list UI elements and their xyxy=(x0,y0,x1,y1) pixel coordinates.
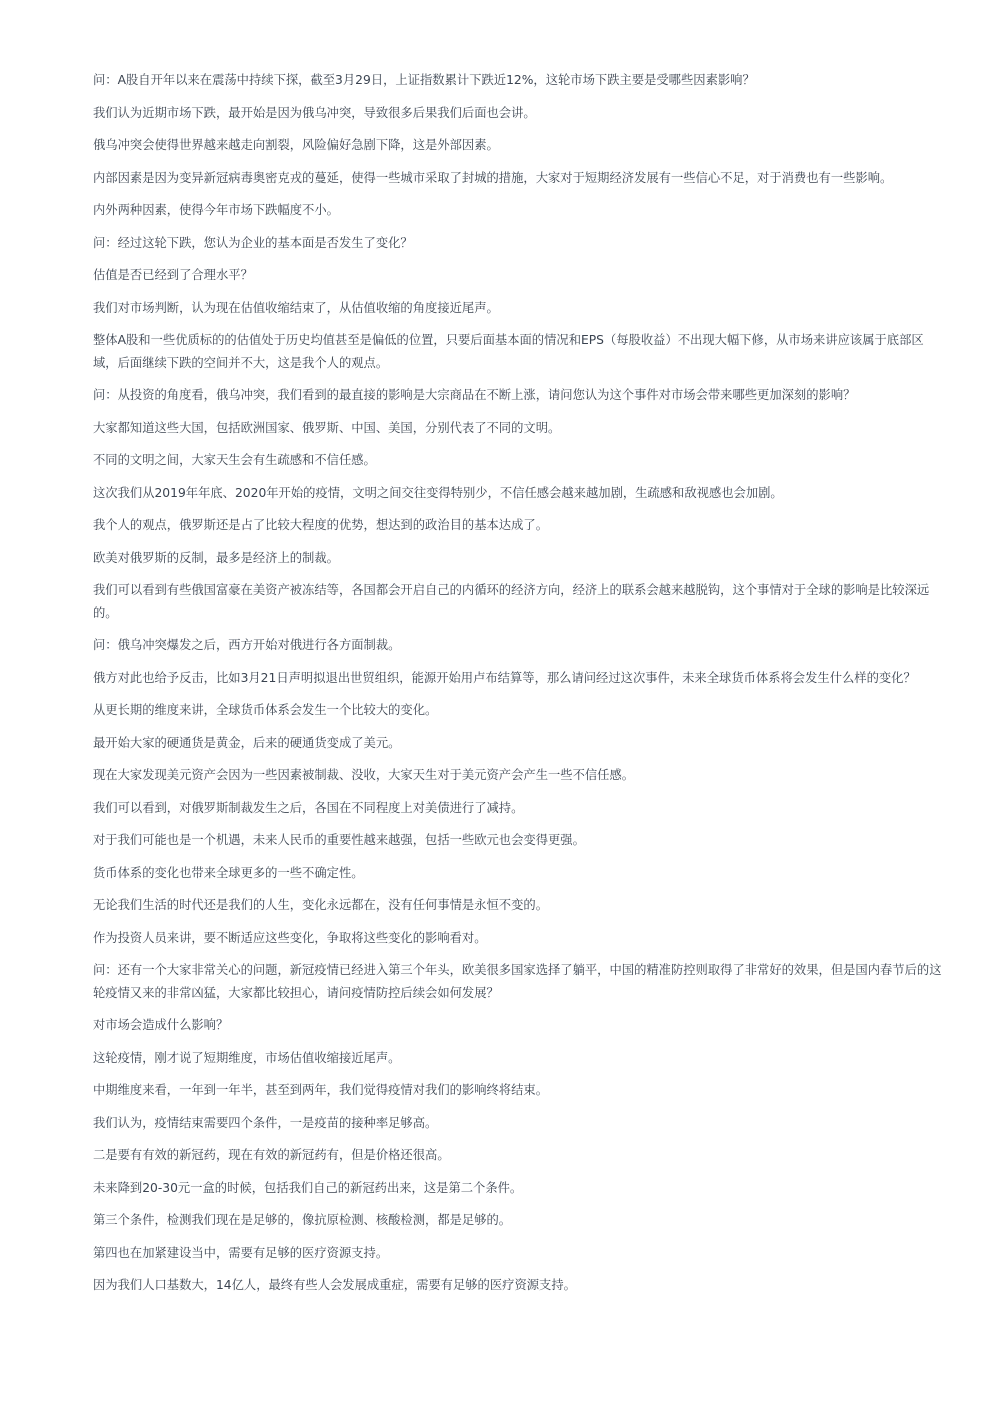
paragraph: 内部因素是因为变异新冠病毒奥密克戎的蔓延，使得一些城市采取了封城的措施，大家对于短期经济发展有一些信心不足，对于消费也有一些影响。 xyxy=(93,170,893,185)
paragraph: 最开始大家的硬通货是黄金，后来的硬通货变成了美元。 xyxy=(93,735,401,750)
paragraph: 这次我们从2019年年底、2020年开始的疫情，文明之间交往变得特别少，不信任感会越来越加剧，生疏感和敌视感也会加剧。 xyxy=(93,485,783,500)
article-body xyxy=(93,69,945,1307)
paragraph: 问：经过这轮下跌，您认为企业的基本面是否发生了变化？ xyxy=(93,235,413,250)
paragraph: 货币体系的变化也带来全球更多的一些不确定性。 xyxy=(93,865,364,880)
paragraph: 对于我们可能也是一个机遇，未来人民币的重要性越来越强，包括一些欧元也会变得更强。 xyxy=(93,833,585,847)
paragraph: 欧美对俄罗斯的反制，最多是经济上的制裁。 xyxy=(93,550,339,565)
paragraph: 问：A股自开年以来在震荡中持续下探，截至3月29日，上证指数累计下跌近12%，这轮市场下跌主要是受哪些因素影响？ xyxy=(93,73,755,87)
paragraph: 对市场会造成什么影响？ xyxy=(93,1018,229,1032)
paragraph: 问：还有一个大家非常关心的问题，新冠疫情已经进入第三个年头，欧美很多国家选择了躺平，中国的精准防控则取得了非常好的效果，但是国内春节后的这轮疫情又来的非常凶猛，大家都比较担心，请问疫情防控后续会如何发展？ xyxy=(93,963,942,1000)
paragraph: 我们可以看到，对俄罗斯制裁发生之后，各国在不同程度上对美债进行了减持。 xyxy=(93,800,524,815)
paragraph: 未来降到20-30元一盒的时候，包括我们自己的新冠药出来，这是第二个条件。 xyxy=(93,1180,523,1195)
paragraph: 从更长期的维度来讲，全球货币体系会发生一个比较大的变化。 xyxy=(93,703,438,717)
paragraph: 问：俄乌冲突爆发之后，西方开始对俄进行各方面制裁。 xyxy=(93,638,401,652)
paragraph: 中期维度来看，一年到一年半，甚至到两年，我们觉得疫情对我们的影响终将结束。 xyxy=(93,1083,548,1097)
paragraph: 第四也在加紧建设当中，需要有足够的医疗资源支持。 xyxy=(93,1245,389,1260)
paragraph: 不同的文明之间，大家天生会有生疏感和不信任感。 xyxy=(93,453,376,467)
paragraph: 因为我们人口基数大，14亿人，最终有些人会发展成重症，需要有足够的医疗资源支持。 xyxy=(93,1278,576,1292)
paragraph: 无论我们生活的时代还是我们的人生，变化永远都在，没有任何事情是永恒不变的。 xyxy=(93,898,548,912)
paragraph: 我们可以看到有些俄国富豪在美资产被冻结等，各国都会开启自己的内循环的经济方向，经济上的联系会越来越脱钩，这个事情对于全球的影响是比较深远的。 xyxy=(93,583,930,620)
paragraph: 这轮疫情，刚才说了短期维度，市场估值收缩接近尾声。 xyxy=(93,1050,401,1065)
paragraph: 二是要有有效的新冠药，现在有效的新冠药有，但是价格还很高。 xyxy=(93,1148,450,1162)
paragraph: 问：从投资的角度看，俄乌冲突，我们看到的最直接的影响是大宗商品在不断上涨，请问您认为这个事件对市场会带来哪些更加深刻的影响？ xyxy=(93,388,856,402)
paragraph: 估值是否已经到了合理水平？ xyxy=(93,268,253,282)
paragraph: 俄方对此也给予反击，比如3月21日声明拟退出世贸组织，能源开始用卢布结算等，那么请问经过这次事件，未来全球货币体系将会发生什么样的变化？ xyxy=(93,670,916,685)
paragraph: 作为投资人员来讲，要不断适应这些变化，争取将这些变化的影响看对。 xyxy=(93,930,487,945)
paragraph: 现在大家发现美元资产会因为一些因素被制裁、没收，大家天生对于美元资产会产生一些不信任感。 xyxy=(93,768,635,782)
paragraph: 内外两种因素，使得今年市场下跌幅度不小。 xyxy=(93,203,339,217)
paragraph: 我们对市场判断，认为现在估值收缩结束了，从估值收缩的角度接近尾声。 xyxy=(93,300,499,315)
paragraph: 我们认为，疫情结束需要四个条件，一是疫苗的接种率足够高。 xyxy=(93,1115,438,1130)
paragraph: 我个人的观点，俄罗斯还是占了比较大程度的优势，想达到的政治目的基本达成了。 xyxy=(93,518,548,532)
paragraph: 整体A股和一些优质标的的估值处于历史均值甚至是偏低的位置，只要后面基本面的情况和EPS（每股收益）不出现大幅下修，从市场来讲应该属于底部区域，后面继续下跌的空间并不大，这是我个人的观点。 xyxy=(93,333,924,370)
paragraph: 第三个条件，检测我们现在是足够的，像抗原检测、核酸检测，都是足够的。 xyxy=(93,1213,512,1227)
paragraph: 我们认为近期市场下跌，最开始是因为俄乌冲突，导致很多后果我们后面也会讲。 xyxy=(93,105,536,120)
paragraph: 大家都知道这些大国，包括欧洲国家、俄罗斯、中国、美国，分别代表了不同的文明。 xyxy=(93,420,561,435)
paragraph: 俄乌冲突会使得世界越来越走向割裂，风险偏好急剧下降，这是外部因素。 xyxy=(93,138,499,152)
